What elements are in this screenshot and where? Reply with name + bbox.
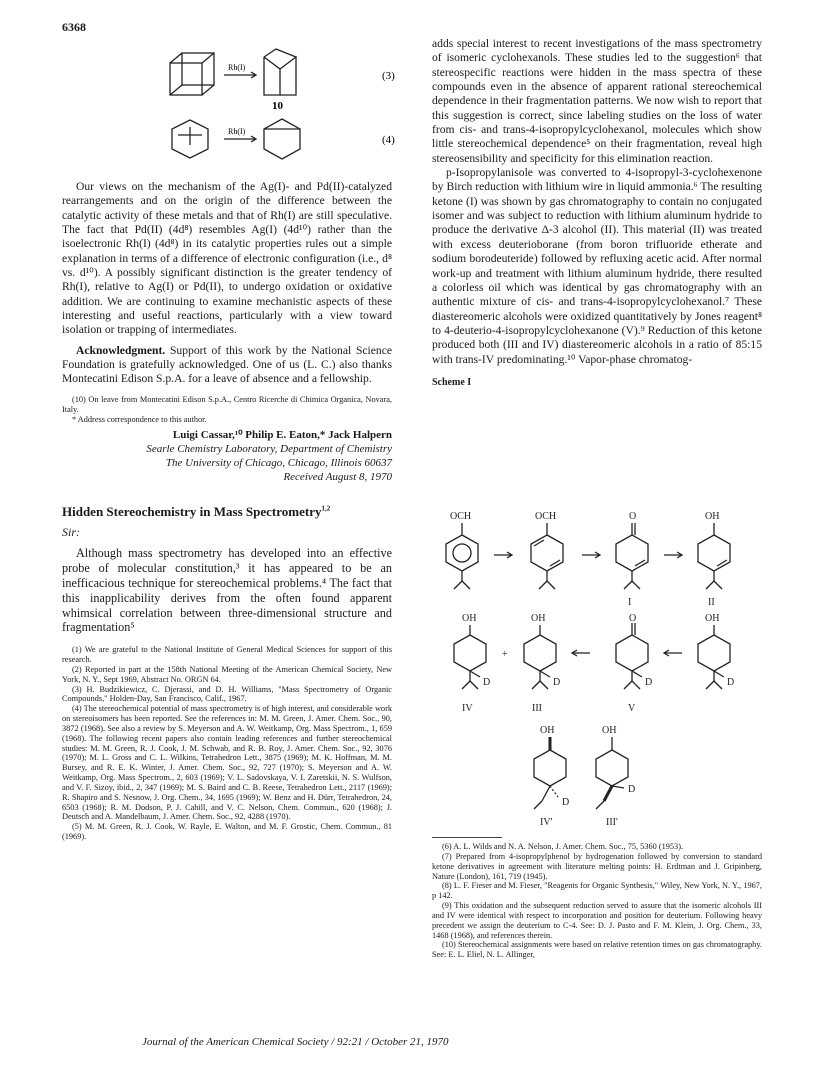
och3-label-a: OCH [450,511,472,522]
affiliation-1: Searle Chemistry Laboratory, Department of Chemistry [146,443,392,456]
acknowledgment [62,344,392,387]
footnote-10: (10) On leave from Montecatini Edison S.p.A., Centro Ricerche di Chimica Organica, Novara, Italy. [62,394,392,414]
article-title: Hidden Stereochemistry in Mass Spectrometry$^{1,2}$ [62,504,331,520]
footnote-rule [432,837,502,838]
reaction-scheme-3-4 [160,45,420,175]
right-paragraph-1: adds special interest to recent investigations of the mass spectrometry of isomeric cyclohexanols. These studies led to the suggestion⁶ that stereospecific reactions were hidden in the mass spectra of these compounds even in the absence of apparent rational stereochemical dependence in their fragmentation patterns. We now wish to report that this suggestion is correct, since labeling studies on the loss of water from cis- and trans-4-isopropylcyclohexanol, molecules which show little stereochemical dependence⁵ on their fragmentation, reveal high stereosensibility and specificity for this elimination reaction. [432,37,762,165]
reagent-label-1: Rh(I) [228,63,246,72]
footnote-5: (5) M. M. Green, R. J. Cook, W. Rayle, E. Walton, and M. F. Grostic, Chem. Commun., 81 (1969). [62,822,392,842]
ack-heading: Acknowledgment. [76,343,166,357]
reagent-label-2: Rh(I) [228,127,246,136]
deuterated-alkene-structure [698,625,730,689]
footnote-1: (1) We are grateful to the National Institute of General Medical Sciences for support of this research. [62,645,392,664]
ketone-V-structure [616,623,648,689]
hydrocarbon-structure-a [172,120,208,158]
oh-label-c: OH [531,613,546,624]
left-column [62,180,392,842]
right-footnotes [432,842,762,960]
right-column [432,37,762,388]
deuterium-label-III: D [553,677,561,688]
compound-number: 10 [272,100,283,112]
compound-I-label: I [628,597,632,608]
deuterium-label-IV: D [483,677,491,688]
footnote-10-right: (10) Stereochemical assignments were based on relative retention times on gas chromatography. See: E. L. Eliel, N. L. Allinger, [432,940,762,960]
salutation: Sir: [62,525,80,540]
alcohol-III-structure [524,625,556,689]
oxo-label-a: O [629,511,637,522]
deuterium-label-IVprime: D [562,797,570,808]
received-date: Received August 8, 1970 [283,471,392,484]
compound-IIIprime-label: III' [606,817,618,828]
intro-paragraph: Although mass spectrometry has developed into an effective probe of molecular constitution,³ it has appeared to be an inefficacious technique for stereochemical problems.⁴ The fact that this inapplicability derives from the often found apparent whimsical correlation between three-dimensional structure and fragmentation⁵ [62,546,392,635]
compound-III-label: III [532,703,542,714]
oh-label-b: OH [462,613,477,624]
equation-number-4: (4) [382,134,395,146]
author-block [62,428,392,484]
cubane-structure [170,53,214,95]
compound-IV-label: IV [462,703,473,714]
alcohol-IIIprime-structure [596,737,628,809]
oh-label-e: OH [540,725,555,736]
och3-label-b: OCH [535,511,557,522]
page-number: 6368 [62,20,86,34]
anisole-structure [446,523,478,589]
footnote-8: (8) L. F. Fieser and M. Fieser, "Reagents for Organic Synthesis," Wiley, New York, N. Y., 1967, p 142. [432,881,762,901]
ack-text: Support of this work by the National Science Foundation is gratefully acknowledged. One of us (L. C.) also thanks Montecatini Edison S.p.A. for a leave of absence and a fellowship. [62,343,392,386]
scheme-1-diagram [432,505,762,835]
authors: Luigi Cassar,¹⁰ Philip E. Eaton,* Jack Halpern [172,429,392,442]
right-footnotes-container [432,837,762,960]
compound-II-label: II [708,597,715,608]
right-paragraph-2: p-Isopropylanisole was converted to 4-isopropyl-3-cyclohexenone by Birch reduction with lithium wire in liquid ammonia.⁶ The resulting ketone (I) was shown by gas chromatography to contain no conjugated isomer and was subject to reduction with lithium aluminum hydride to produce the derivative Δ-3 alcohol (II). This material (II) was treated with excess deuterioborane (from boron trifluoride etherate and sodium borodeuteride) followed by refluxing acetic acid. After normal work-up and treatment with lithium aluminum hydride, there resulted a colorless oil which was identical by gas chromatography with an authentic mixture of cis- and trans-4-isopropylcyclohexanol.⁷ These diastereomeric alcohols were oxidized quantitatively by Jones reagent⁸ to 4-deuterio-4-isopropylcyclohexanone (V).⁹ Reduction of this ketone produced both (III and IV) diastereomeric alcohols in a ratio of 85:15 with trans-IV predominating.¹⁰ Vapor-phase chromatog- [432,166,762,366]
footnote-7: (7) Prepared from 4-isopropylphenol by hydrogenation followed by conversion to standard ketone derivatives in agreement with literature melting points: H. Erdtman and J. Gripinberg, Nature (London), 161, 719 (1945). [432,851,762,881]
oh-label-d: OH [705,613,720,624]
oh-label-f: OH [602,725,617,736]
plus-sign: + [502,649,508,660]
scheme-title: Scheme I [432,376,472,388]
alcohol-II-structure [698,523,730,589]
footnote-9: (9) This oxidation and the subsequent reduction served to assure that the isomeric alcohols III and IV were identical with respect to incorporation and position for deuterium. Following heavy precedent we assign the deuterium to C-4. See: D. J. Pasto and F. M. Klein, J. Org. Chem., 33, 1468 (1968), and references therein. [432,901,762,940]
oh-label-a: OH [705,511,720,522]
deuterium-label-alkene: D [727,677,735,688]
hydrocarbon-structure-b [264,119,300,159]
left-footnotes [62,645,392,842]
footnote-10-block [62,395,392,425]
affiliation-2: The University of Chicago, Chicago, Illinois 60637 [165,457,392,470]
compound-V-label: V [628,703,636,714]
oxo-label-b: O [629,613,637,624]
footnote-4: (4) The stereochemical potential of mass spectrometry is of high interest, and considerable work on stereoisomers has been reported. See the references in: M. M. Green, J. Amer. Chem. Soc., 90, 3872 (1968). See also a review by S. Meyerson and A. W. Weitkamp, Org. Mass Spectrom., 1, 659 (1968). The following recent papers also contain leading references and further stereochemical studies: M. M. Green, R. J. Cook, J. M. Schwab, and R. B. Roy, J. Amer. Chem. Soc., 92, 3076 (1970); M. L. Gross and C. L. Wilkins, Tetrahedron Lett., 3875 (1969); M. K. Hoffman, M. M. Bursey, and R. E. K. Winter, J. Amer. Chem. Soc., 92, 727 (1970); S. Meyerson and A. W. Weitkamp, Org. Mass Spectrom., 2, 603 (1969); V. L. Sadovskaya, V. I. Zaretskii, N. S. Wulfson, and V. F. Sizoy, ibid., 2, 347 (1969); M. S. Baird and C. B. Reese, Tetrahedron Lett., 2117 (1969); R. Shapiro and S. Nesnow, J. Org. Chem., 34, 1695 (1969); W. Benz and H. Dürr, Tetrahedron, 24, 6503 (1968); R. M. Dodson, P. J. Cahill, and V. C. Nelson, Chem. Commun., 620 (1968); J. Deutsch and A. Mandelbaum, J. Amer. Chem. Soc., 92, 4288 (1970). [62,704,392,822]
footnote-star: * Address correspondence to this author. [72,414,207,424]
left-paragraph-1: Our views on the mechanism of the Ag(I)- and Pd(II)-catalyzed rearrangements and on the origin of the difference between the catalytic activity of these metals and that of Rh(I) are still speculative. The fact that Pd(II) (4d⁸) resembles Ag(I) (4d¹⁰) rather than the isoelectronic Rh(I) (4d⁸) in its catalytic properties rules out a simple explanation in terms of a difference of electronic configuration (i.e., d⁸ vs. d¹⁰). A possibly significant distinction is the greater tendency of Rh(I), relative to Ag(I) or Pd(II), to undergo oxidation or oxidative addition. We are continuing to examine mechanistic aspects of these interesting and useful reactions, particularly with a view toward isolation or trapping of intermediates. [62,180,392,337]
ketone-I-structure [616,523,648,589]
birch-product-structure [531,523,563,589]
equation-number-3: (3) [382,70,395,82]
footnote-6: (6) A. L. Wilds and N. A. Nelson, J. Amer. Chem. Soc., 75, 5360 (1953). [442,842,684,851]
cuneane-structure [264,49,296,95]
footnote-3: (3) H. Budzikiewicz, C. Djerassi, and D. H. Williams, "Mass Spectrometry of Organic Compounds," Holden-Day, San Francisco, Calif., 1967. [62,684,392,704]
deuterium-label-V: D [645,677,653,688]
compound-IVprime-label: IV' [540,817,553,828]
deuterium-label-IIIprime: D [628,784,636,795]
journal-footer: Journal of the American Chemical Society / 92:21 / October 21, 1970 [142,1036,449,1048]
alcohol-IV-structure [454,625,486,689]
footnote-2: (2) Reported in part at the 158th National Meeting of the American Chemical Society, New York, N. Y., Sept 1969, Abstract No. ORGN 64. [62,664,392,684]
